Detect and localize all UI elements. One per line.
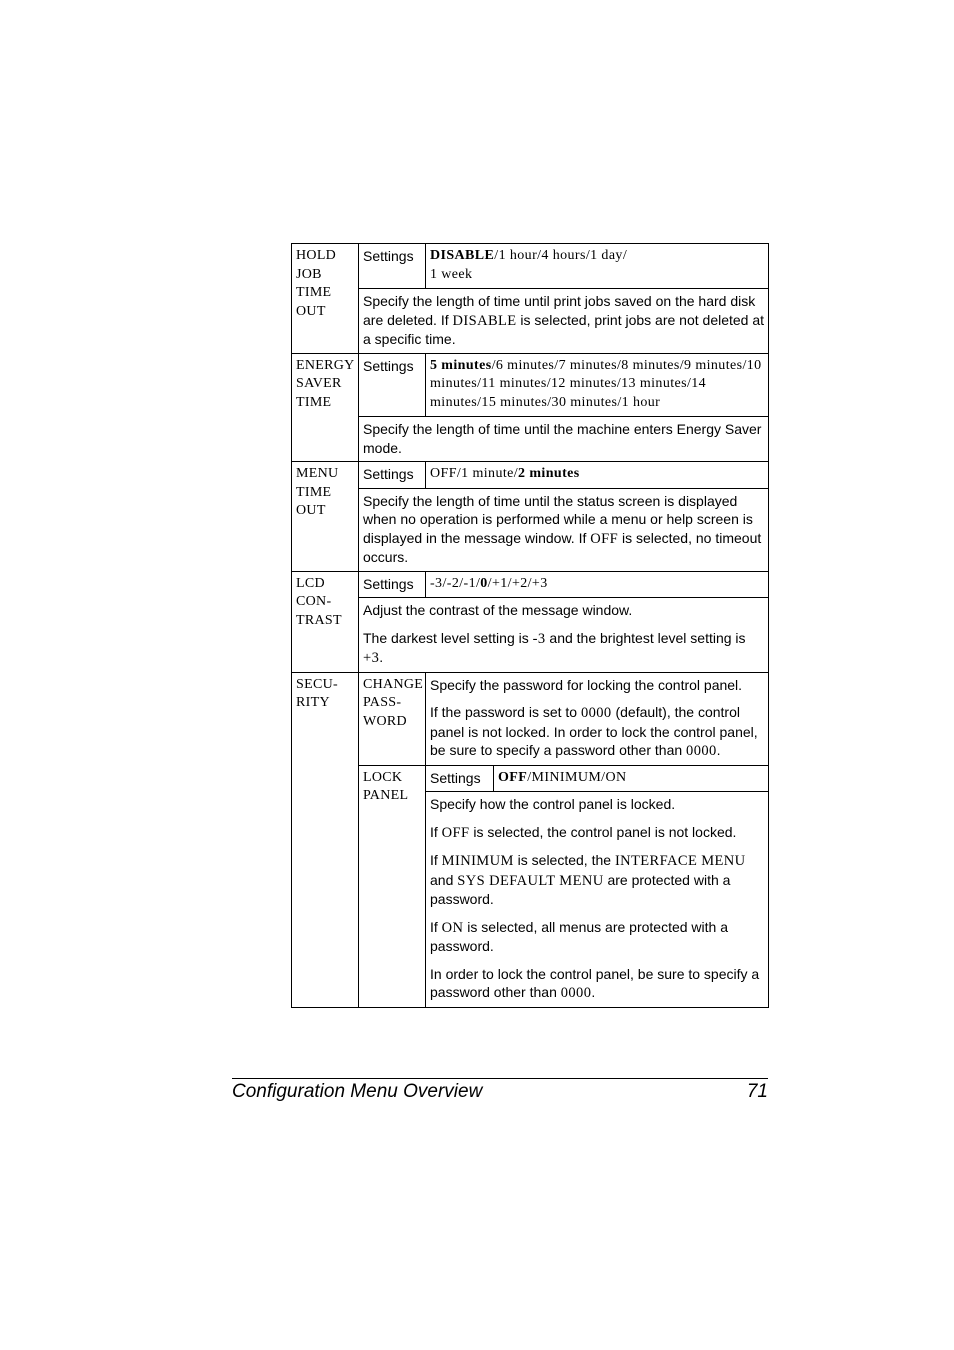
desc-code: 0000 [580,705,612,721]
settings-values [494,765,769,792]
desc-text: is selected, the [513,852,615,868]
desc-code: ON [441,919,464,936]
desc-paragraph [430,851,764,909]
desc-text: . [716,742,721,758]
table-row [292,571,769,598]
desc-text: Specify the length of time until print jobs saved on the hard disk are deleted. If [363,293,756,328]
desc-text: If [430,852,442,868]
settings-label: Settings [359,353,426,417]
desc-text: are protected with a password. [430,871,731,907]
item-description [359,598,769,673]
settings-values [426,353,769,417]
default-value: 0 [480,575,488,591]
item-description [359,488,769,571]
desc-code: SYS DEFAULT MENU [457,872,604,889]
desc-code: DISABLE [452,312,517,329]
item-name-energy-saver-time: ENERGY SAVER TIME [292,353,359,462]
desc-text: and [430,871,458,888]
desc-text: (default), the control panel is not locked. In order to lock the control panel, be sure to specify a password other than [430,704,758,758]
desc-text: If the password is set to [430,704,581,720]
subitem-name-lock-panel: LOCK PANEL [359,765,426,1007]
desc-text: If [430,823,442,840]
desc-code: 0000 [686,743,717,759]
desc-text: The darkest level setting is [363,629,533,646]
option-values: /1 hour/4 hours/1 day/ 1 week [430,248,628,282]
table-row [292,244,769,289]
page-number: 71 [746,1081,768,1102]
desc-text: If [430,918,442,935]
settings-values [426,571,769,598]
default-value: DISABLE [430,248,495,263]
settings-label: Settings [359,571,426,598]
item-name-security: SECU- RITY [292,672,359,1007]
item-name-hold-job-time-out: HOLD JOB TIME OUT [292,244,359,354]
footer-title: Configuration Menu Overview [232,1081,483,1102]
table-row [292,488,769,571]
desc-code: +3 [363,650,380,666]
desc-paragraph [430,918,764,956]
table-row [292,672,769,765]
desc-code: INTERFACE MENU [614,853,746,869]
desc-code: OFF [590,530,619,547]
settings-values [426,462,769,489]
subitem-name-change-password: CHANGE PASS- WORD [359,672,426,765]
desc-text: In order to lock the control panel, be sure to specify a password other than [430,965,760,1000]
item-description [359,289,769,354]
desc-paragraph: Specify the password for locking the control panel. [430,676,743,693]
default-value: 2 minutes [518,466,580,481]
option-values: /+1/+2/+3 [487,575,548,591]
config-menu-table [291,243,769,1008]
item-description [426,672,769,765]
desc-code: MINIMUM [441,853,514,869]
desc-text: is selected, print jobs are not deleted at a specific time. [363,311,765,347]
desc-paragraph [430,703,764,761]
option-values: /MINIMUM/ON [527,769,627,785]
desc-text: and the brightest level setting is [545,629,746,646]
desc-paragraph [430,823,764,843]
settings-values [426,244,769,289]
footer-divider [232,1078,768,1079]
desc-text: is selected, all menus are protected with a password. [430,918,728,954]
desc-text: is selected, no timeout occurs. [363,529,762,565]
table-row [292,417,769,462]
default-value: 5 minutes [430,357,492,373]
option-values: -3/-2/-1/ [430,575,481,591]
default-value: OFF [498,769,528,785]
item-description [426,792,769,1008]
desc-text: is selected, the control panel is not locked. [469,823,737,840]
table-row [292,462,769,489]
item-description: Specify the length of time until the machine enters Energy Saver mode. [359,417,769,462]
option-values: /6 minutes/7 minutes/8 minutes/9 minutes/10 minutes/11 minutes/12 minutes/13 minutes/14 minutes/15 minutes/30 minutes/1 hour [430,357,762,410]
table-row [292,289,769,354]
desc-text: . [591,984,596,1000]
desc-text: . [379,649,384,665]
item-name-lcd-contrast: LCD CON- TRAST [292,571,359,672]
desc-text: Specify the length of time until the status screen is displayed when no operation is performed while a menu or help screen is displayed in the message window. If [363,492,753,546]
table-row [292,353,769,417]
desc-paragraph: Specify how the control panel is locked. [430,796,676,812]
settings-label: Settings [359,244,426,289]
table-row [292,598,769,673]
desc-paragraph: Adjust the contrast of the message window. [363,602,633,618]
settings-label: Settings [359,462,426,489]
desc-code: 0000 [560,985,592,1001]
settings-label: Settings [426,765,494,792]
desc-code: -3 [532,630,546,647]
item-name-menu-time-out: MENU TIME OUT [292,462,359,572]
desc-paragraph [430,965,764,1003]
table-row [292,765,769,792]
desc-paragraph [363,629,764,668]
option-values: OFF/1 minute/ [430,466,519,481]
desc-code: OFF [441,824,470,841]
